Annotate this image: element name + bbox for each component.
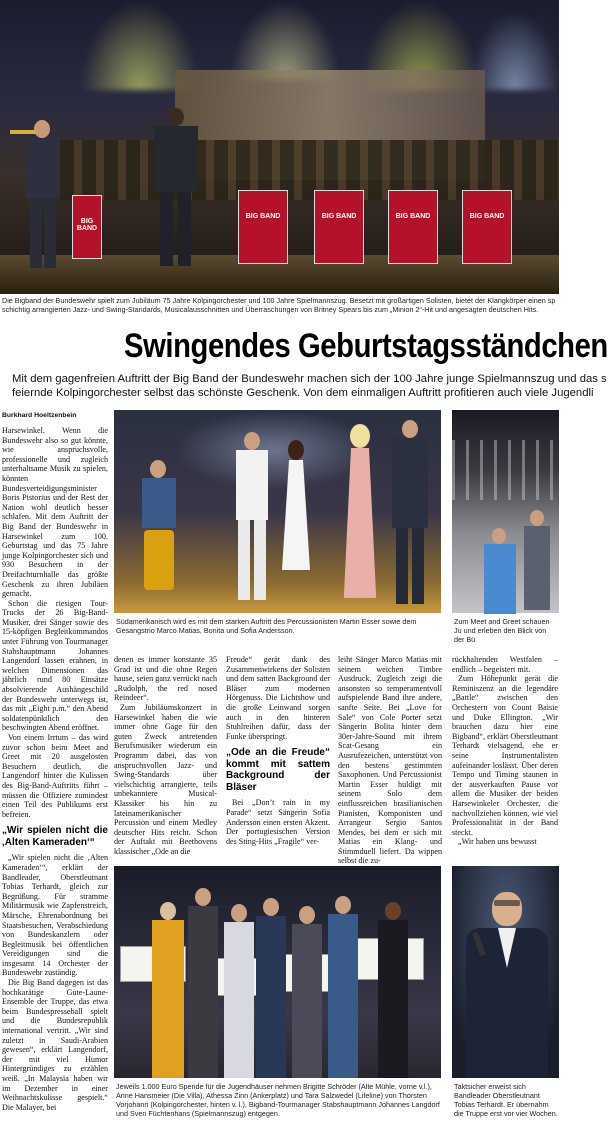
paragraph: „Wir haben uns bewusst bbox=[458, 837, 537, 847]
article-lead: Mit dem gagenfreien Auftritt der Big Band der Bundeswehr machen sich der 100 Jahre junge Spielmannszug und das s feiernde Kolpingorchester selbst das schönste Geschenk. Von dem einmaligen Auftritt profitieren auch viele Jugendli bbox=[12, 373, 607, 399]
top-photo-caption: Die Bigband der Bundeswehr spielt zum Jubiläum 75 Jahre Kolpingorchester und 100 Jahre Spielmannszug. Besetzt mit großartigen Solisten, bietet der Klangkörper einen sp schichtig arrangierten Jazz- und Swing-Standards, Musicalausschnitten und Überraschungen von Britney Spears bis zum „Minion 2“-Hit und angesagten deutschen Hits. bbox=[2, 296, 556, 314]
paragraph: Von einem Irrtum – das wird zuvor schon beim Meet and Greet mit 20 ausgelosten Besuchern deutlich, die Langendorf hinter die Kulissen des Big-Band-Auftritts führt – müssen die Offiziere zumindest einen Teil des Publikums erst befreien. bbox=[2, 733, 108, 819]
column-1 bbox=[2, 426, 108, 1123]
paragraph: leiht Sänger Marco Matias mit seinem weichen Timbre Ausdruck. Zugleich zeigt die ansonsten so temperamentvoll aufspielende Band ihre andere, sanfte Seite. Bei „Love for Sale“ von Cole Porter setzt Sängerin Bolita hinter dem 30er-Jahre-Sound mit ihrem Scat-Gesang ein Ausrufezeichen, unterstützt von den bestens gestimmten Saxophonen. Und Percussionist Martin Esser huldigt mit seinem Solo dem einflussreichen brasilianischen Pianisten, Komponisten und Arrangeur Sergio Santos Mendes, bei dem er sich mit Matias ein Klang- und Stimmduell liefert. Da wippen selbst die zu- bbox=[338, 655, 442, 866]
donation-photo bbox=[114, 866, 441, 1078]
meet-and-greet-caption: Zum Meet and Greet schauen Ju und erleben den Blick von der Bü bbox=[454, 617, 550, 644]
bandleader bbox=[462, 892, 552, 1078]
donation-photo-caption: Jeweils 1.000 Euro Spende für die Jugendhäuser nehmen Brigitte Schröder (Alte Mühle, vorne v.l.), Anne Hansmeier (Die Villa), Athessa Zinn (Ankerplatz) und Tara Salzwedel (Lifeline) von Thorsten Vorjohann (Kolpingorchester, hinten v. l.), Bigband-Tourmanager Stabshauptmann Johannes Langdorf und Sven Füchtenhans (Spielmannszug) entgegen. bbox=[116, 1082, 440, 1118]
person bbox=[290, 906, 324, 1078]
column-5 bbox=[452, 655, 558, 860]
meet-and-greet-photo bbox=[452, 410, 559, 613]
musician-dark-suit bbox=[390, 420, 430, 605]
singers-photo-caption: Südamerikanisch wird es mit dem starken Auftritt des Percussionisten Martin Esser sowie dem Gesangstrio Marco Matias, Bonita und Sofia Andersson. bbox=[116, 617, 417, 635]
person bbox=[150, 902, 186, 1078]
singers-photo bbox=[114, 410, 441, 613]
column-3 bbox=[226, 655, 330, 860]
conductor bbox=[150, 108, 200, 268]
person bbox=[222, 904, 256, 1078]
paragraph: Zum Jubiläumskonzert in Harsewinkel haben die wie immer ohne Gage für den guten Zweck antretenden Berufsmusiker wiederum ein Programm dabei, das von anspruchsvollen Jazz- und Swing-Standards über vielschichtig arrangierte, teils unbekanntere Musical-Klassiker bis hin zu lateinamerikanischer Percussion und einem Medley deutscher Hits reicht. Schon der Auftakt mit Beethovens klassischer „Ode an die bbox=[114, 702, 217, 856]
singer-white-dress bbox=[278, 440, 314, 600]
person bbox=[326, 896, 360, 1078]
paragraph: Bei „Don’t rain in my Parade“ setzt Sängerin Sofia Andersson einen ersten Akzent. Der portugiesischen Version des Sting-Hits „Fragile“ ver- bbox=[226, 798, 330, 846]
paragraph: Die Big Band dagegen ist das hochkarätige Gute-Laune-Ensemble der Truppe, das etwa beim Bundespresseball spielt und die Bundesrepublik international vertritt. „Wir sind zuletzt in Saudi-Arabien gewesen“, erklärt Langendorf, der mit viel Humor Hintergründiges zu erzählen weiß. „In Malaysia haben wir im Dezember in einer Weihnachtskulisse gespielt.“ Die Malayer, bei bbox=[2, 978, 108, 1112]
paragraph: „Wir spielen nicht die ‚Alten Kameraden‘“, erklärt der Bandleader, Oberstleutnant Tobias Terhardt, gleich zur Begrüßung. Für stramme Militärmusik wie Zapfenstreich, Märsche, Ehrenabordnung bei Staatsbesuchen, Verabschiedung von Bundeskanzlern oder Begleitmusik bei öffentlichen Vereidigungen sind die insgesamt 14 Orchester der Bundeswehr zuständig. bbox=[2, 853, 108, 978]
visitor bbox=[522, 510, 552, 610]
person bbox=[186, 888, 220, 1078]
author-byline: Burkhard Hoeltzenbein bbox=[2, 412, 77, 419]
article-headline: Swingendes Geburtstagsständchen bbox=[124, 327, 608, 365]
percussionist bbox=[134, 460, 184, 600]
concert-stage-photo bbox=[0, 0, 559, 294]
paragraph: Schon die riesigen Tour-Trucks der 26 Big-Band-Musiker, drei Sänger sowie des 15-köpfigen Begleitkommandos unter Führung von Tourmanager Stabshauptmann Johannes Langendorf lassen erahnen, in welchen Dimensionen das jährlich rund 80 Einsätze absolvierende Aushängeschild der Bundeswehr unterwegs ist, das mit „Eight p.m.“ den Abend soldatenpünktlich den beschwingten Abend eröffnet. bbox=[2, 598, 108, 733]
subheading: „Ode an die Freude“ kommt mit sattem Background der Bläser bbox=[226, 747, 330, 793]
big-band-stand-banner: BIG BAND bbox=[314, 190, 364, 264]
paragraph: Zum Höhepunkt gerät die Reminiszenz an die legendäre „Battle“ zwischen den Orchestern von Count Baisie und Duke Ellington. „Wir brauchen dazu hier eine Bigband“, erklärt Oberstleutnant Terhardt vielsagend, ehe er seine Instrumentalisten aufeinander loslässt. Über deren Tempo und Timing staunen in der ausverkauften Pause vor allem die Musiker der beiden Harsewinkeler Orchester, die nachvollziehen können, wie viel Professionalität in der Band steckt. bbox=[452, 674, 558, 837]
subheading: „Wir spielen nicht die ‚Alten Kameraden‘“ bbox=[2, 825, 108, 848]
big-band-stand-banner: BIG BAND bbox=[72, 195, 102, 259]
big-band-stand-banner: BIG BAND bbox=[462, 190, 512, 264]
big-band-stand-banner: BIG BAND bbox=[238, 190, 288, 264]
paragraph: Freude“ gerät dank des Zusammenwirkens der Solisten und dem satten Background der Bläser zum modernen Hörgenuss. Die Lichtshow und die große Leinwand sorgen auch in den hinteren Stuhlreihen dafür, dass der Funke überspringt. bbox=[226, 655, 330, 741]
column-4 bbox=[338, 655, 442, 866]
trumpet-soloist bbox=[22, 120, 64, 270]
column-2 bbox=[114, 655, 217, 860]
big-band-stand-banner: BIG BAND bbox=[388, 190, 438, 264]
paragraph: rückhaltenden Westfalen – endlich – begeistert mit. bbox=[452, 655, 558, 674]
bandleader-photo-caption: Taktsicher erweist sich Bandleader Oberstleutnant Tobias Terhardt. Er übernahm die Truppe erst vor vier Wochen. bbox=[454, 1082, 558, 1118]
paragraph: denen es immer konstante 35 Grad ist und die ohne Regen hause, seien ganz verrückt nach „Rudolph, the red nosed Reindeer“. bbox=[114, 655, 217, 703]
singer-pink-dress bbox=[336, 424, 384, 604]
paragraph: Harsewinkel. Wenn die Bundeswehr also so gut könnte, wie anspruchsvolle, professionelle und zugleich unterhaltsame Musik zu spielen, könnten Bundesverteidigungsminister Boris Pistorius und der Rest der Nation wohl deutlich besser schlafen. Mit dem Auftritt der Big Band der Bundeswehr in Harsewinkel zum 100. Geburtstag und das 75 Jahre junge Kolpingorchester sich und 930 Besuchern in der Dreifachturnhalle das größte Geschenk zu ihren Jubiläen gemacht. bbox=[2, 426, 108, 599]
singer-white-suit bbox=[232, 432, 272, 602]
bandleader-photo bbox=[452, 866, 559, 1078]
person bbox=[254, 898, 288, 1078]
visitor bbox=[482, 528, 518, 613]
person bbox=[376, 902, 410, 1078]
